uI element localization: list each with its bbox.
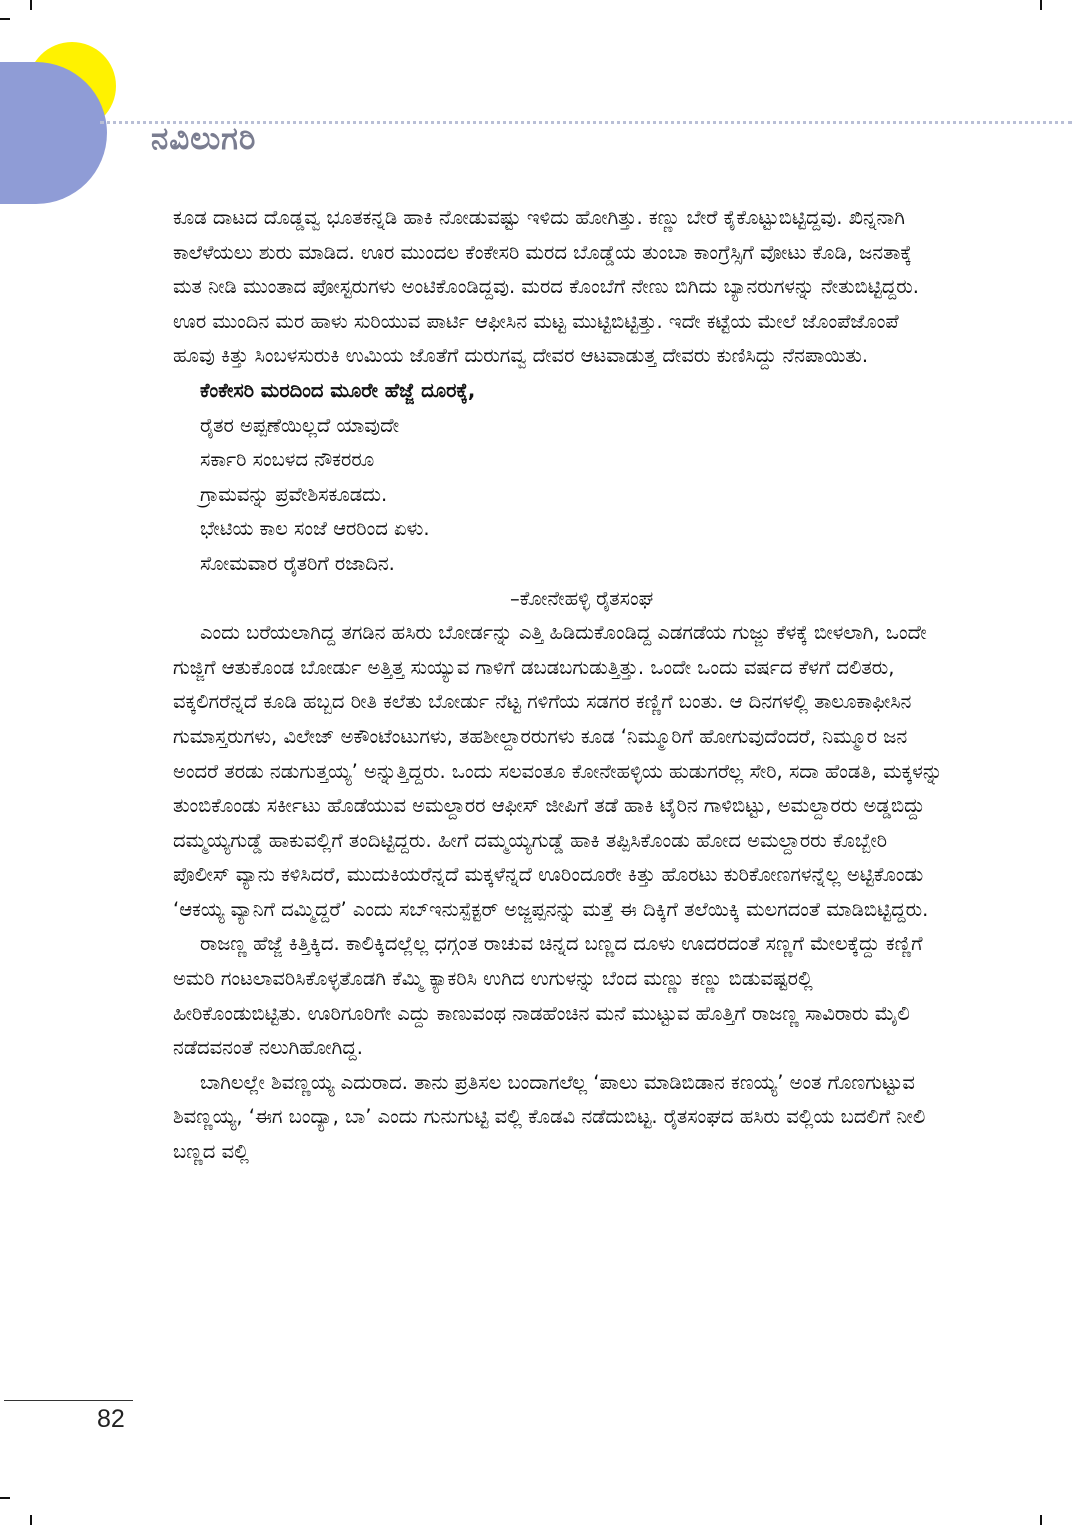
verse-line-4: ಗ್ರಾಮವನ್ನು ಪ್ರವೇಶಿಸಕೂಡದು. xyxy=(200,482,388,506)
verse-line-6: ಸೋಮವಾರ ರೈತರಿಗೆ ರಜಾದಿನ. xyxy=(200,551,395,575)
crop-mark-top-right xyxy=(1040,0,1042,10)
running-header-title: ನವಿಲುಗರಿ xyxy=(151,121,257,157)
paragraph-2: ಎಂದು ಬರೆಯಲಾಗಿದ್ದ ತಗಡಿನ ಹಸಿರು ಬೋರ್ಡನ್ನು ಎತ್ತಿ ಹಿಡಿದುಕೊಂಡಿದ್ದ ಎಡಗಡೆಯ ಗುಜ್ಜು ಕೆಳಕ್ಕೆ ಬೀಳಲಾಗಿ, ಒಂದೇ ಗುಜ್ಜಿಗೆ ಆತುಕೊಂಡ ಬೋರ್ಡು ಅತ್ತಿತ್ತ ಸುಯ್ಯುವ ಗಾಳಿಗೆ ಡಬಡಬಗುಡುತ್ತಿತ್ತು. ಒಂದೇ ಒಂದು ವರ್ಷದ ಕೆಳಗೆ ದಲಿತರು, ವಕ್ಕಲಿಗರೆನ್ನದೆ ಕೂಡಿ ಹಬ್ಬದ ರೀತಿ ಕಲೆತು ಬೋರ್ಡು ನೆಟ್ಟ ಗಳಿಗೆಯ ಸಡಗರ ಕಣ್ಣಿಗೆ ಬಂತು. ಆ ದಿನಗಳಲ್ಲಿ ತಾಲೂಕಾಫೀಸಿನ ಗುಮಾಸ್ತರುಗಳು, ವಿಲೇಜ್ ಅಕೌಂಟೆಂಟುಗಳು, ತಹಶೀಲ್ದಾರರುಗಳು ಕೂಡ ‘ನಿಮ್ಮೂರಿಗೆ ಹೋಗುವುದೆಂದರೆ, ನಿಮ್ಮೂರ ಜನ ಅಂದರೆ ತರಡು ನಡುಗುತ್ತಯ್ಯ’ ಅನ್ನುತ್ತಿದ್ದರು. ಒಂದು ಸಲವಂತೂ ಕೋನೇಹಳ್ಳಿಯ ಹುಡುಗರೆಲ್ಲ ಸೇರಿ, ಸದಾ ಹೆಂಡತಿ, ಮಕ್ಕಳನ್ನು ತುಂಬಿಕೊಂಡು ಸರ್ಕೀಟು ಹೊಡೆಯುವ ಅಮಲ್ದಾರರ ಆಫೀಸ್ ಜೀಪಿಗೆ ತಡೆ ಹಾಕಿ ಟೈರಿನ ಗಾಳಿಬಿಟ್ಟು, ಅಮಲ್ದಾರರು ಅಡ್ಡಬಿದ್ದು ದಮ್ಮಯ್ಯಗುಡ್ಡೆ ಹಾಕುವಲ್ಲಿಗೆ ತಂದಿಟ್ಟಿದ್ದರು. ಹೀಗೆ ದಮ್ಮಯ್ಯಗುಡ್ಡೆ ಹಾಕಿ ತಪ್ಪಿಸಿಕೊಂಡು ಹೋದ ಅಮಲ್ದಾರರು ಕೊಬ್ಬೇರಿ ಪೊಲೀಸ್ ವ್ಯಾನು ಕಳಿಸಿದರೆ, ಮುದುಕಿಯರೆನ್ನದೆ ಮಕ್ಕಳೆನ್ನದೆ ಊರಿಂದೂರೇ ಕಿತ್ತು ಹೊರಟು ಕುರಿಕೋಣಗಳನ್ನೆಲ್ಲ ಅಟ್ಟಿಕೊಂಡು ‘ಆಕಯ್ಯ ವ್ಯಾನಿಗೆ ದಮ್ಮಿದ್ದರೆ’ ಎಂದು ಸಬ್‌ಇನುಸ್ಪೆಕ್ಟರ್ ಅಜ್ಜಪ್ಪನನ್ನು ಮತ್ತೆ ಈ ದಿಕ್ಕಿಗೆ ತಲೆಯಿಕ್ಕಿ ಮಲಗದಂತೆ ಮಾಡಿಬಿಟ್ಟಿದ್ದರು. xyxy=(173,621,943,921)
paragraph-4: ಬಾಗಿಲಲ್ಲೇ ಶಿವಣ್ಣಯ್ಯ ಎದುರಾದ. ತಾನು ಪ್ರತಿಸಲ ಬಂದಾಗಲೆಲ್ಲ ‘ಪಾಲು ಮಾಡಿಬಿಡಾನ ಕಣಯ್ಯ’ ಅಂತ ಗೊಣಗುಟ್ಟುವ ಶಿವಣ್ಣಯ್ಯ, ‘ಈಗ ಬಂದ್ಯಾ, ಬಾ’ ಎಂದು ಗುನುಗುಟ್ಟಿ ವಲ್ಲಿ ಕೊಡವಿ ನಡೆದುಬಿಟ್ಟ. ರೈತಸಂಘದ ಹಸಿರು ವಲ್ಲಿಯ ಬದಲಿಗೆ ನೀಲಿ ಬಣ್ಣದ ವಲ್ಲಿ xyxy=(173,1070,926,1164)
header-logo-icon xyxy=(0,0,140,210)
page-number: 82 xyxy=(97,1405,125,1433)
body-text xyxy=(173,201,943,1170)
crop-mark-bottom-left xyxy=(30,1515,32,1525)
verse-credit: –ಕೋನೇಹಳ್ಳಿ ರೈತಸಂಘ xyxy=(510,586,654,610)
verse-line-2: ರೈತರ ಅಪ್ಪಣೆಯಿಲ್ಲದೆ ಯಾವುದೇ xyxy=(200,413,400,437)
verse-block xyxy=(173,374,943,616)
verse-line-3: ಸರ್ಕಾರಿ ಸಂಬಳದ ನೌಕರರೂ xyxy=(200,448,375,472)
verse-line-5: ಭೇಟಿಯ ಕಾಲ ಸಂಜೆ ಆರರಿಂದ ಏಳು. xyxy=(200,517,430,541)
footer-rule xyxy=(4,1400,133,1401)
crop-mark-bottom-right xyxy=(1040,1515,1042,1525)
paragraph-3: ರಾಜಣ್ಣ ಹೆಜ್ಜೆ ಕಿತ್ತಿಕ್ಕಿದ. ಕಾಲಿಕ್ಕಿದಲ್ಲೆಲ್ಲ ಧಗ್ಗಂತ ರಾಚುವ ಚಿನ್ನದ ಬಣ್ಣದ ದೂಳು ಊದರದಂತೆ ಸಣ್ಣಗೆ ಮೇಲಕ್ಕೆದ್ದು ಕಣ್ಣಿಗೆ ಅಮರಿ ಗಂಟಲಾವರಿಸಿಕೊಳ್ಳತೊಡಗಿ ಕೆಮ್ಮಿ ಕ್ಯಾಕರಿಸಿ ಉಗಿದ ಉಗುಳನ್ನು ಬೆಂದ ಮಣ್ಣು ಕಣ್ಣು ಬಿಡುವಷ್ಟರಲ್ಲಿ ಹೀರಿಕೊಂಡುಬಿಟ್ಟಿತು. ಊರಿಗೂರಿಗೇ ಎದ್ದು ಕಾಣುವಂಥ ನಾಡಹೆಂಚಿನ ಮನೆ ಮುಟ್ಟುವ ಹೊತ್ತಿಗೆ ರಾಜಣ್ಣ ಸಾವಿರಾರು ಮೈಲಿ ನಡೆದವನಂತೆ ನಲುಗಿಹೋಗಿದ್ದ. xyxy=(173,932,923,1060)
paragraph-1: ಕೂಡ ದಾಟದ ದೊಡ್ಡವ್ವ ಭೂತಕನ್ನಡಿ ಹಾಕಿ ನೋಡುವಷ್ಟು ಇಳಿದು ಹೋಗಿತ್ತು. ಕಣ್ಣು ಬೇರೆ ಕೈಕೊಟ್ಟುಬಿಟ್ಟಿದ್ದವು. ಖಿನ್ನನಾಗಿ ಕಾಲೆಳೆಯಲು ಶುರು ಮಾಡಿದ. ಊರ ಮುಂದಲ ಕೆಂಕೇಸರಿ ಮರದ ಬೊಡ್ಡೆಯ ತುಂಬಾ ಕಾಂಗ್ರೆಸ್ಸಿಗೆ ವೋಟು ಕೊಡಿ, ಜನತಾಕ್ಕೆ ಮತ ನೀಡಿ ಮುಂತಾದ ಪೋಸ್ಟರುಗಳು ಅಂಟಿಕೊಂಡಿದ್ದವು. ಮರದ ಕೊಂಬೆಗೆ ನೇಣು ಬಿಗಿದು ಬ್ಯಾನರುಗಳನ್ನು ನೇತುಬಿಟ್ಟಿದ್ದರು. ಊರ ಮುಂದಿನ ಮರ ಹಾಳು ಸುರಿಯುವ ಪಾರ್ಟಿ ಆಫೀಸಿನ ಮಟ್ಟ ಮುಟ್ಟಿಬಿಟ್ಟಿತ್ತು. ಇದೇ ಕಟ್ಟೆಯ ಮೇಲೆ ಜೊಂಪೆಜೊಂಪೆ ಹೂವು ಕಿತ್ತು ಸಿಂಬಳಸುರುಕಿ ಉಮಿಯ ಜೊತೆಗೆ ದುರುಗವ್ವ ದೇವರ ಆಟವಾಡುತ್ತ ದೇವರು ಕುಣಿಸಿದ್ದು ನೆನಪಾಯಿತು. xyxy=(173,206,919,368)
crop-mark-bottom-left-h xyxy=(0,1497,10,1499)
verse-line-1: ಕೆಂಕೇಸರಿ ಮರದಿಂದ ಮೂರೇ ಹೆಜ್ಜೆ ದೂರಕ್ಕೆ, xyxy=(200,378,476,402)
